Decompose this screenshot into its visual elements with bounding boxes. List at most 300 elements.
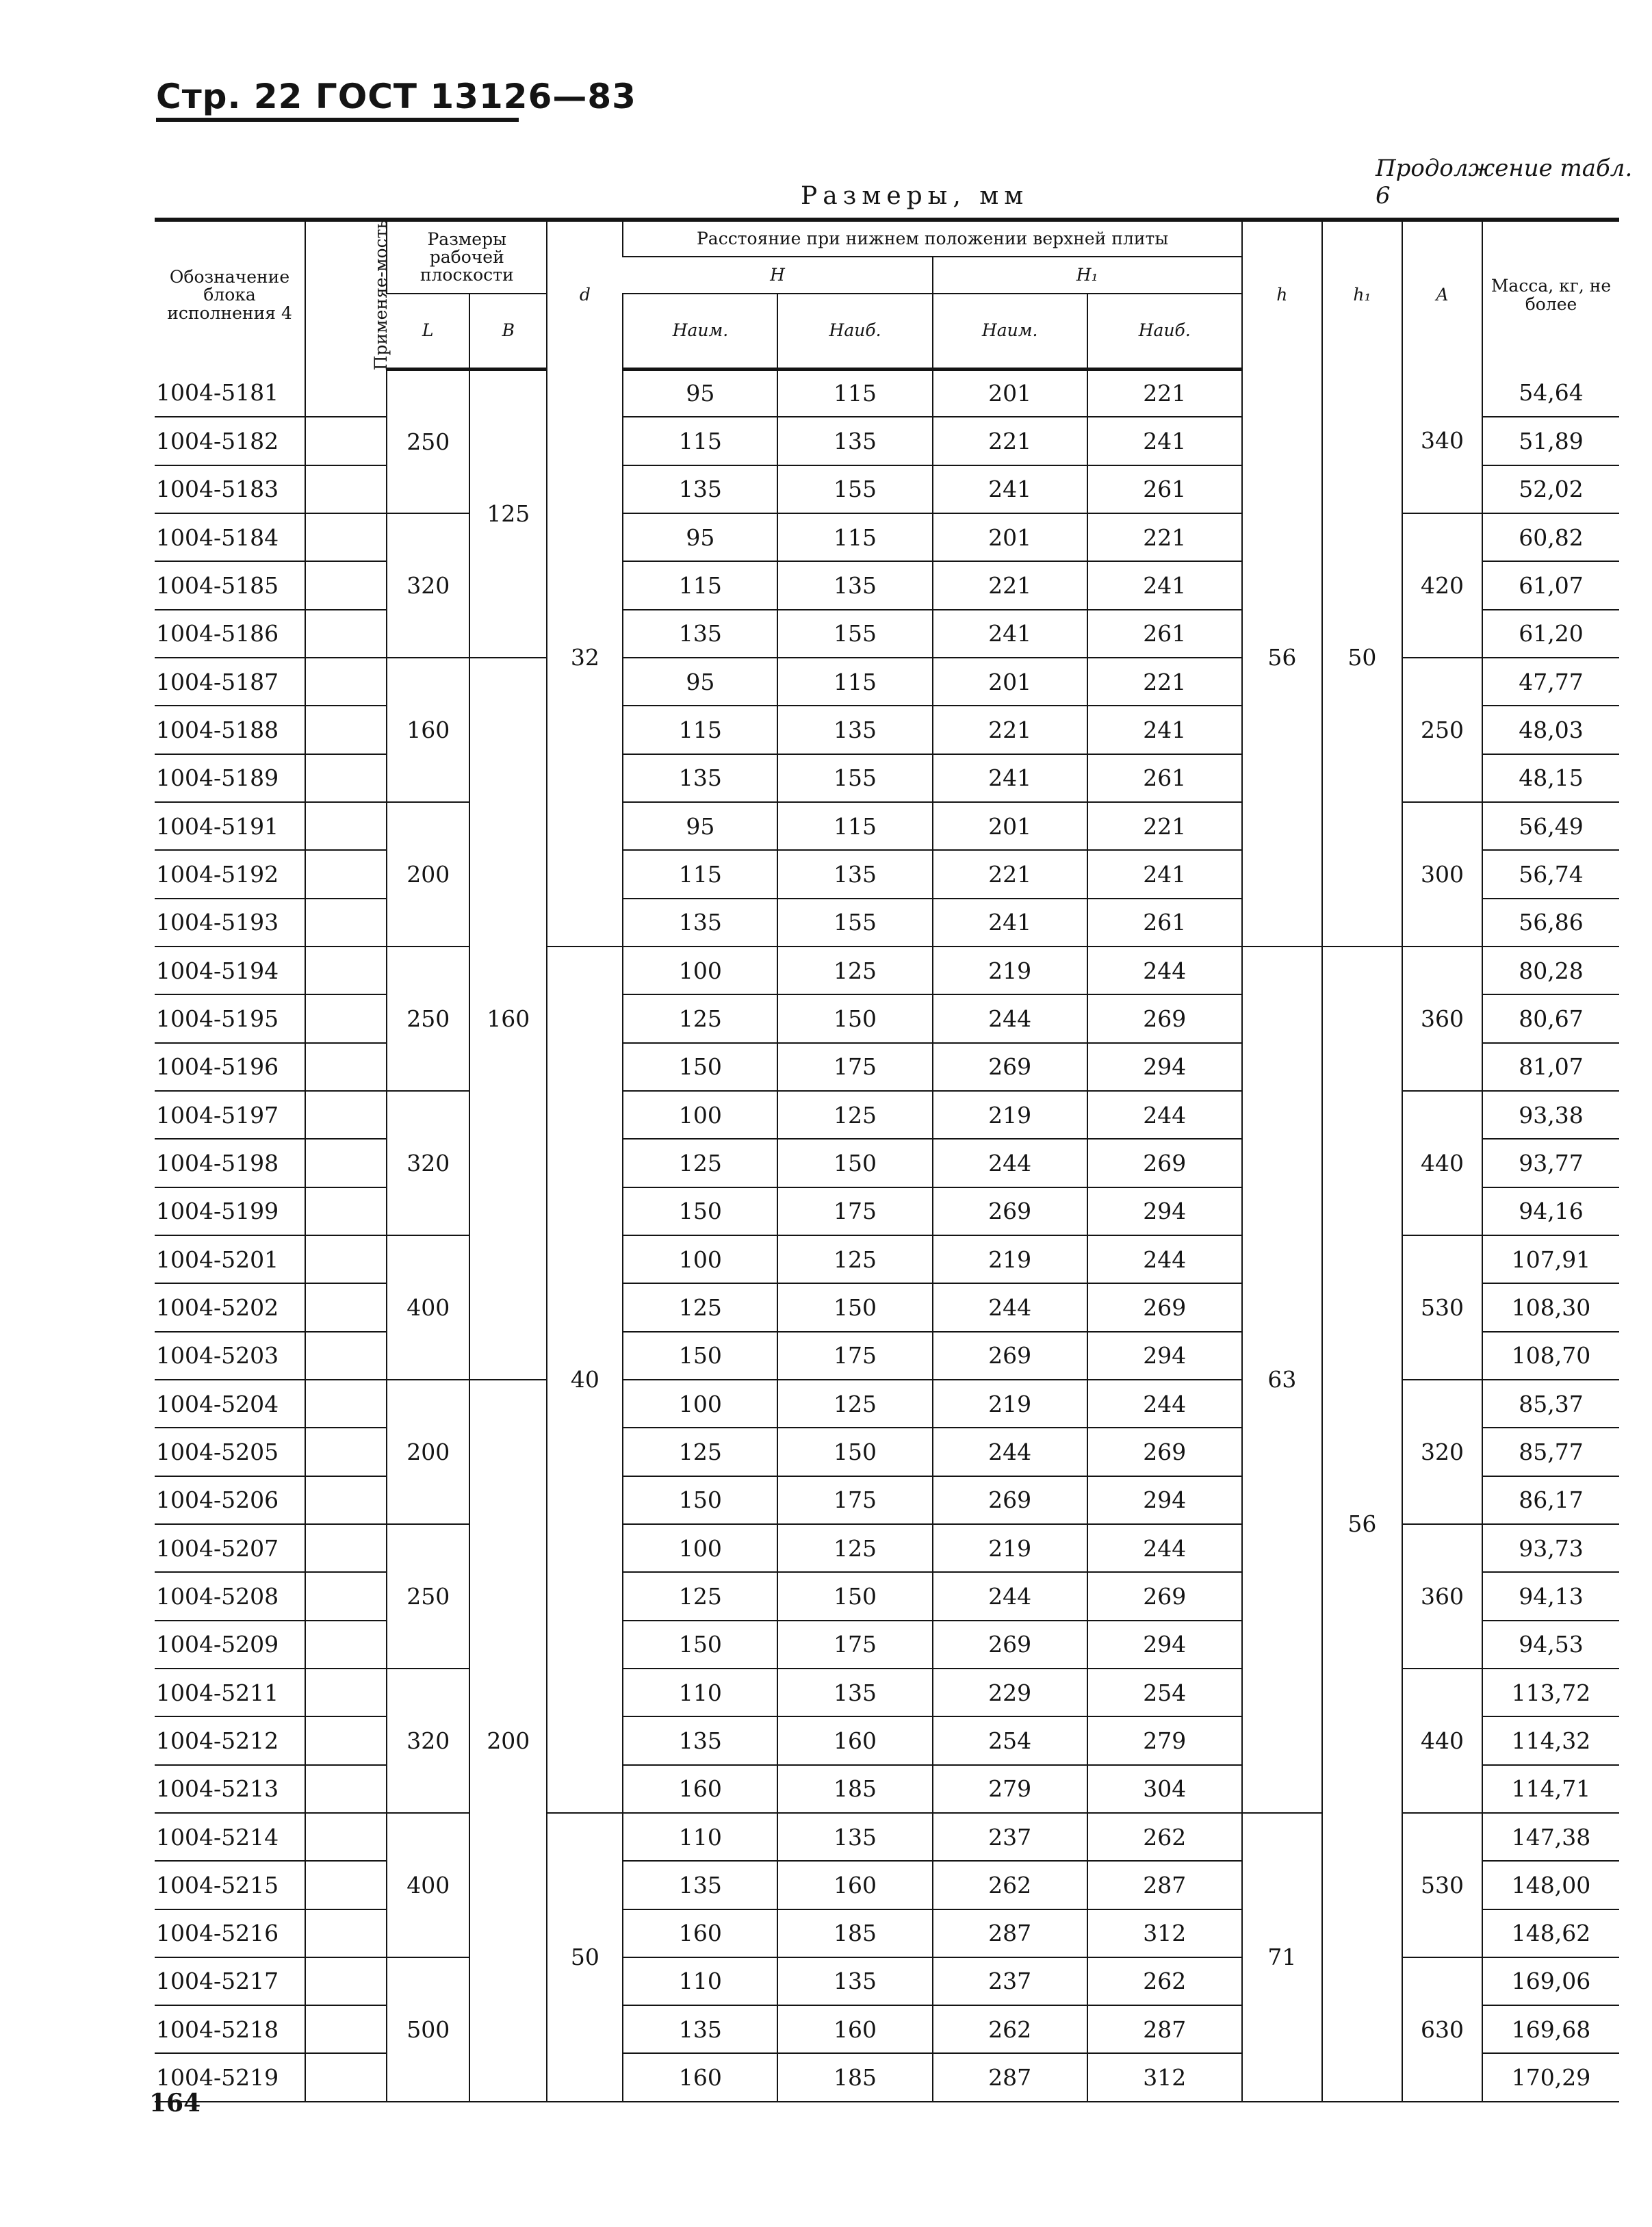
cell-H1_min: 221: [933, 417, 1087, 465]
cell-H_min: 125: [623, 1283, 777, 1331]
cell-H_min: 150: [623, 1621, 777, 1669]
cell-H1_min: 244: [933, 1428, 1087, 1476]
cell-code: 1004-5191: [155, 802, 305, 850]
cell-H_min: 135: [623, 754, 777, 802]
cell-mass: 113,72: [1482, 1669, 1619, 1716]
cell-H1_min: 237: [933, 1813, 1087, 1861]
cell-H_min: 100: [623, 1235, 777, 1283]
cell-H1_max: 287: [1087, 1861, 1242, 1909]
cell-mass: 48,03: [1482, 706, 1619, 754]
L-header: L: [387, 294, 469, 369]
cell-B: 125: [469, 369, 547, 658]
cell-L: 200: [387, 1380, 469, 1524]
applicability-header: [305, 220, 391, 371]
cell-applicability: [305, 513, 387, 561]
cell-code: 1004-5196: [155, 1043, 305, 1091]
cell-B: 200: [469, 1380, 547, 2102]
cell-code: 1004-5184: [155, 513, 305, 561]
cell-applicability: [305, 1187, 387, 1235]
cell-H1_max: 269: [1087, 1428, 1242, 1476]
cell-applicability: [305, 1861, 387, 1909]
cell-H1_max: 241: [1087, 850, 1242, 898]
cell-H1_min: 254: [933, 1716, 1087, 1764]
cell-H_min: 100: [623, 947, 777, 994]
cell-H_max: 175: [777, 1187, 932, 1235]
cell-H1_min: 221: [933, 561, 1087, 609]
cell-H_min: 160: [623, 1909, 777, 1957]
cell-H_max: 135: [777, 1669, 932, 1716]
cell-H_max: 155: [777, 610, 932, 658]
cell-H_max: 115: [777, 658, 932, 706]
cell-applicability: [305, 1524, 387, 1572]
cell-H_max: 150: [777, 1283, 932, 1331]
cell-H_max: 175: [777, 1332, 932, 1380]
cell-H_max: 175: [777, 1476, 932, 1524]
cell-code: 1004-5187: [155, 658, 305, 706]
cell-applicability: [305, 1380, 387, 1428]
designation-header: Обозначение блока исполнения 4: [155, 220, 305, 369]
cell-code: 1004-5217: [155, 1957, 305, 2005]
cell-H1_max: 261: [1087, 465, 1242, 513]
H-max-header: Наиб.: [777, 294, 932, 369]
cell-H_min: 125: [623, 1428, 777, 1476]
cell-code: 1004-5209: [155, 1621, 305, 1669]
cell-H_max: 115: [777, 369, 932, 417]
cell-L: 250: [387, 1524, 469, 1669]
cell-H_max: 185: [777, 1765, 932, 1813]
cell-mass: 170,29: [1482, 2053, 1619, 2101]
cell-mass: 107,91: [1482, 1235, 1619, 1283]
cell-H1_max: 241: [1087, 706, 1242, 754]
cell-A: 360: [1402, 1524, 1482, 1669]
cell-H1_min: 287: [933, 2053, 1087, 2101]
cell-H_max: 135: [777, 561, 932, 609]
cell-mass: 93,77: [1482, 1139, 1619, 1187]
cell-mass: 114,32: [1482, 1716, 1619, 1764]
cell-H1_min: 221: [933, 850, 1087, 898]
cell-H_min: 95: [623, 369, 777, 417]
cell-H_min: 100: [623, 1524, 777, 1572]
cell-H_max: 150: [777, 1572, 932, 1620]
cell-H1_max: 294: [1087, 1476, 1242, 1524]
cell-H1_min: 279: [933, 1765, 1087, 1813]
cell-H_max: 150: [777, 1428, 932, 1476]
cell-H_min: 125: [623, 994, 777, 1042]
cell-H_min: 110: [623, 1957, 777, 2005]
cell-H1_min: 219: [933, 1524, 1087, 1572]
cell-H1_max: 304: [1087, 1765, 1242, 1813]
h1-header: h₁: [1322, 220, 1402, 369]
cell-H1_min: 241: [933, 465, 1087, 513]
cell-code: 1004-5194: [155, 947, 305, 994]
cell-applicability: [305, 1765, 387, 1813]
cell-mass: 94,16: [1482, 1187, 1619, 1235]
cell-code: 1004-5206: [155, 1476, 305, 1524]
cell-H_max: 135: [777, 1813, 932, 1861]
cell-H_min: 100: [623, 1380, 777, 1428]
cell-mass: 86,17: [1482, 1476, 1619, 1524]
dimensions-table: [155, 218, 1619, 2102]
cell-B: 160: [469, 658, 547, 1380]
cell-L: 250: [387, 947, 469, 1091]
cell-applicability: [305, 1332, 387, 1380]
cell-L: 250: [387, 369, 469, 513]
cell-H_max: 135: [777, 417, 932, 465]
cell-mass: 108,30: [1482, 1283, 1619, 1331]
cell-H1_max: 254: [1087, 1669, 1242, 1716]
cell-H_max: 175: [777, 1621, 932, 1669]
cell-H1_min: 262: [933, 2005, 1087, 2053]
cell-H_max: 160: [777, 1716, 932, 1764]
cell-H_max: 135: [777, 1957, 932, 2005]
table-body: [155, 369, 1619, 2102]
cell-H1_max: 269: [1087, 1283, 1242, 1331]
cell-mass: 61,07: [1482, 561, 1619, 609]
cell-applicability: [305, 1235, 387, 1283]
cell-A: 360: [1402, 947, 1482, 1091]
cell-H1_min: 269: [933, 1043, 1087, 1091]
cell-H_min: 135: [623, 2005, 777, 2053]
cell-code: 1004-5186: [155, 610, 305, 658]
cell-H_max: 175: [777, 1043, 932, 1091]
cell-H_max: 135: [777, 850, 932, 898]
cell-applicability: [305, 1669, 387, 1716]
cell-H1_max: 262: [1087, 1957, 1242, 2005]
cell-H1_max: 294: [1087, 1332, 1242, 1380]
cell-H_min: 135: [623, 610, 777, 658]
H1-header: H₁: [933, 257, 1242, 294]
cell-H_max: 125: [777, 947, 932, 994]
cell-H1_max: 221: [1087, 658, 1242, 706]
cell-mass: 51,89: [1482, 417, 1619, 465]
cell-applicability: [305, 899, 387, 947]
cell-H1_min: 269: [933, 1621, 1087, 1669]
cell-A: 630: [1402, 1957, 1482, 2102]
cell-H_min: 150: [623, 1043, 777, 1091]
cell-H_max: 125: [777, 1380, 932, 1428]
cell-H1_min: 201: [933, 513, 1087, 561]
cell-applicability: [305, 658, 387, 706]
cell-A: 530: [1402, 1235, 1482, 1380]
cell-applicability: [305, 2005, 387, 2053]
cell-H1_min: 237: [933, 1957, 1087, 2005]
cell-mass: 56,74: [1482, 850, 1619, 898]
cell-A: 530: [1402, 1813, 1482, 1957]
cell-code: 1004-5189: [155, 754, 305, 802]
cell-H1_min: 201: [933, 802, 1087, 850]
cell-applicability: [305, 1957, 387, 2005]
cell-H1_max: 244: [1087, 1091, 1242, 1139]
cell-mass: 61,20: [1482, 610, 1619, 658]
cell-code: 1004-5208: [155, 1572, 305, 1620]
cell-H1_max: 269: [1087, 1139, 1242, 1187]
H1-max-header: Наиб.: [1087, 294, 1242, 369]
cell-mass: 56,86: [1482, 899, 1619, 947]
cell-mass: 81,07: [1482, 1043, 1619, 1091]
cell-H1_max: 241: [1087, 417, 1242, 465]
cell-mass: 80,67: [1482, 994, 1619, 1042]
cell-code: 1004-5183: [155, 465, 305, 513]
cell-H1_min: 269: [933, 1187, 1087, 1235]
cell-H1_min: 241: [933, 610, 1087, 658]
cell-applicability: [305, 1428, 387, 1476]
cell-applicability: [305, 610, 387, 658]
cell-H_min: 135: [623, 1716, 777, 1764]
cell-H1_max: 261: [1087, 754, 1242, 802]
cell-applicability: [305, 561, 387, 609]
cell-A: 300: [1402, 802, 1482, 947]
cell-applicability: [305, 465, 387, 513]
cell-applicability: [305, 1139, 387, 1187]
cell-mass: 108,70: [1482, 1332, 1619, 1380]
cell-H_min: 135: [623, 465, 777, 513]
cell-H_max: 155: [777, 899, 932, 947]
units-caption: Размеры, мм: [801, 182, 1029, 210]
table-row: [155, 369, 1619, 417]
h-header: h: [1242, 220, 1322, 369]
cell-H1_max: 269: [1087, 994, 1242, 1042]
cell-H1_max: 221: [1087, 513, 1242, 561]
cell-H_min: 150: [623, 1187, 777, 1235]
cell-H1_min: 229: [933, 1669, 1087, 1716]
H-min-header: Наим.: [623, 294, 777, 369]
cell-mass: 148,00: [1482, 1861, 1619, 1909]
cell-code: 1004-5218: [155, 2005, 305, 2053]
cell-H_max: 155: [777, 465, 932, 513]
cell-H_max: 185: [777, 2053, 932, 2101]
cell-mass: 147,38: [1482, 1813, 1619, 1861]
cell-H_max: 115: [777, 513, 932, 561]
cell-H_max: 125: [777, 1091, 932, 1139]
cell-code: 1004-5181: [155, 369, 305, 417]
cell-L: 320: [387, 1669, 469, 1813]
cell-H_min: 150: [623, 1332, 777, 1380]
cell-A: 340: [1402, 369, 1482, 513]
cell-H1_max: 294: [1087, 1621, 1242, 1669]
cell-H1_max: 269: [1087, 1572, 1242, 1620]
cell-applicability: [305, 947, 387, 994]
cell-H_min: 100: [623, 1091, 777, 1139]
cell-H_min: 135: [623, 1861, 777, 1909]
cell-H1_max: 244: [1087, 1524, 1242, 1572]
cell-d: 32: [547, 369, 623, 947]
cell-L: 500: [387, 1957, 469, 2102]
cell-applicability: [305, 1476, 387, 1524]
cell-code: 1004-5192: [155, 850, 305, 898]
cell-applicability: [305, 706, 387, 754]
cell-H_min: 115: [623, 417, 777, 465]
cell-H_min: 95: [623, 802, 777, 850]
cell-H1_max: 294: [1087, 1187, 1242, 1235]
mass-header: Масса, кг, не более: [1482, 220, 1619, 369]
cell-code: 1004-5213: [155, 1765, 305, 1813]
cell-H_min: 95: [623, 658, 777, 706]
cell-applicability: [305, 417, 387, 465]
cell-code: 1004-5216: [155, 1909, 305, 1957]
cell-code: 1004-5219: [155, 2053, 305, 2101]
cell-H1_min: 219: [933, 947, 1087, 994]
cell-H1_min: 201: [933, 658, 1087, 706]
cell-mass: 80,28: [1482, 947, 1619, 994]
cell-mass: 93,38: [1482, 1091, 1619, 1139]
cell-applicability: [305, 1572, 387, 1620]
cell-H_min: 125: [623, 1139, 777, 1187]
cell-applicability: [305, 1043, 387, 1091]
cell-d: 50: [547, 1813, 623, 2102]
cell-code: 1004-5215: [155, 1861, 305, 1909]
cell-code: 1004-5212: [155, 1716, 305, 1764]
cell-mass: 94,13: [1482, 1572, 1619, 1620]
cell-h1: 50: [1322, 369, 1402, 947]
cell-H_max: 150: [777, 994, 932, 1042]
cell-A: 320: [1402, 1380, 1482, 1524]
cell-code: 1004-5204: [155, 1380, 305, 1428]
page-number: 164: [149, 2089, 201, 2117]
cell-H_min: 150: [623, 1476, 777, 1524]
cell-H1_min: 241: [933, 899, 1087, 947]
cell-H_max: 125: [777, 1524, 932, 1572]
cell-code: 1004-5198: [155, 1139, 305, 1187]
cell-H_min: 110: [623, 1813, 777, 1861]
cell-L: 160: [387, 658, 469, 802]
cell-mass: 52,02: [1482, 465, 1619, 513]
cell-H1_min: 244: [933, 1139, 1087, 1187]
cell-H1_max: 312: [1087, 2053, 1242, 2101]
cell-mass: 169,68: [1482, 2005, 1619, 2053]
cell-applicability: [305, 994, 387, 1042]
cell-L: 200: [387, 802, 469, 947]
cell-d: 40: [547, 947, 623, 1813]
cell-H_max: 115: [777, 802, 932, 850]
d-header: d: [547, 220, 623, 369]
cell-code: 1004-5202: [155, 1283, 305, 1331]
cell-H1_max: 241: [1087, 561, 1242, 609]
cell-code: 1004-5182: [155, 417, 305, 465]
cell-H1_max: 244: [1087, 1380, 1242, 1428]
cell-code: 1004-5201: [155, 1235, 305, 1283]
cell-mass: 93,73: [1482, 1524, 1619, 1572]
cell-H_min: 110: [623, 1669, 777, 1716]
distance-header: Расстояние при нижнем положении верхней плиты: [623, 220, 1241, 257]
cell-code: 1004-5185: [155, 561, 305, 609]
cell-H1_max: 287: [1087, 2005, 1242, 2053]
cell-mass: 60,82: [1482, 513, 1619, 561]
cell-H1_min: 201: [933, 369, 1087, 417]
cell-H1_min: 241: [933, 754, 1087, 802]
cell-applicability: [305, 802, 387, 850]
cell-H1_min: 287: [933, 1909, 1087, 1957]
cell-H_min: 160: [623, 1765, 777, 1813]
cell-H_max: 135: [777, 706, 932, 754]
cell-h: 56: [1242, 369, 1322, 947]
cell-mass: 56,49: [1482, 802, 1619, 850]
cell-A: 440: [1402, 1091, 1482, 1235]
cell-mass: 47,77: [1482, 658, 1619, 706]
cell-H_min: 160: [623, 2053, 777, 2101]
cell-code: 1004-5199: [155, 1187, 305, 1235]
cell-applicability: [305, 1813, 387, 1861]
cell-applicability: [305, 369, 387, 417]
cell-A: 440: [1402, 1669, 1482, 1813]
cell-mass: 114,71: [1482, 1765, 1619, 1813]
cell-L: 320: [387, 1091, 469, 1235]
B-header: B: [469, 294, 547, 369]
page-header: Стр. 22 ГОСТ 13126—83: [156, 77, 636, 116]
cell-H1_min: 262: [933, 1861, 1087, 1909]
cell-H1_min: 221: [933, 706, 1087, 754]
cell-L: 400: [387, 1813, 469, 1957]
cell-H_max: 160: [777, 2005, 932, 2053]
cell-H1_max: 262: [1087, 1813, 1242, 1861]
cell-applicability: [305, 754, 387, 802]
cell-mass: 85,37: [1482, 1380, 1619, 1428]
cell-H1_max: 312: [1087, 1909, 1242, 1957]
cell-mass: 169,06: [1482, 1957, 1619, 2005]
cell-H1_max: 221: [1087, 369, 1242, 417]
header-rule: [156, 118, 519, 122]
cell-H_max: 185: [777, 1909, 932, 1957]
cell-H_min: 125: [623, 1572, 777, 1620]
cell-H_min: 115: [623, 561, 777, 609]
cell-H1_min: 219: [933, 1091, 1087, 1139]
cell-H_max: 150: [777, 1139, 932, 1187]
cell-H_min: 115: [623, 850, 777, 898]
cell-applicability: [305, 1091, 387, 1139]
cell-L: 320: [387, 513, 469, 658]
A-header: A: [1402, 220, 1482, 369]
cell-H1_max: 244: [1087, 947, 1242, 994]
cell-mass: 148,62: [1482, 1909, 1619, 1957]
cell-code: 1004-5211: [155, 1669, 305, 1716]
cell-mass: 48,15: [1482, 754, 1619, 802]
cell-applicability: [305, 1716, 387, 1764]
H-header: H: [623, 257, 932, 294]
cell-H1_max: 261: [1087, 610, 1242, 658]
cell-applicability: [305, 1909, 387, 1957]
cell-applicability: [305, 850, 387, 898]
cell-H_max: 160: [777, 1861, 932, 1909]
cell-code: 1004-5205: [155, 1428, 305, 1476]
cell-H_min: 115: [623, 706, 777, 754]
cell-A: 250: [1402, 658, 1482, 802]
cell-H1_min: 244: [933, 994, 1087, 1042]
cell-H1_min: 269: [933, 1332, 1087, 1380]
cell-H1_min: 269: [933, 1476, 1087, 1524]
cell-H1_min: 219: [933, 1380, 1087, 1428]
cell-code: 1004-5197: [155, 1091, 305, 1139]
cell-applicability: [305, 2053, 387, 2101]
cell-h: 63: [1242, 947, 1322, 1813]
cell-code: 1004-5207: [155, 1524, 305, 1572]
cell-H1_max: 221: [1087, 802, 1242, 850]
cell-H1_max: 294: [1087, 1043, 1242, 1091]
cell-H1_min: 244: [933, 1283, 1087, 1331]
cell-code: 1004-5188: [155, 706, 305, 754]
working-surface-header: Размеры рабочей плоскости: [387, 220, 547, 294]
applicability-header-text: Применяе-мость: [371, 220, 391, 371]
H1-min-header: Наим.: [933, 294, 1087, 369]
cell-applicability: [305, 1283, 387, 1331]
cell-mass: 94,53: [1482, 1621, 1619, 1669]
cell-H1_min: 219: [933, 1235, 1087, 1283]
cell-H1_max: 244: [1087, 1235, 1242, 1283]
table-continuation-note: Продолжение табл. 6: [1376, 155, 1633, 209]
cell-applicability: [305, 1621, 387, 1669]
cell-code: 1004-5193: [155, 899, 305, 947]
cell-H1_min: 244: [933, 1572, 1087, 1620]
cell-A: 420: [1402, 513, 1482, 658]
cell-code: 1004-5203: [155, 1332, 305, 1380]
